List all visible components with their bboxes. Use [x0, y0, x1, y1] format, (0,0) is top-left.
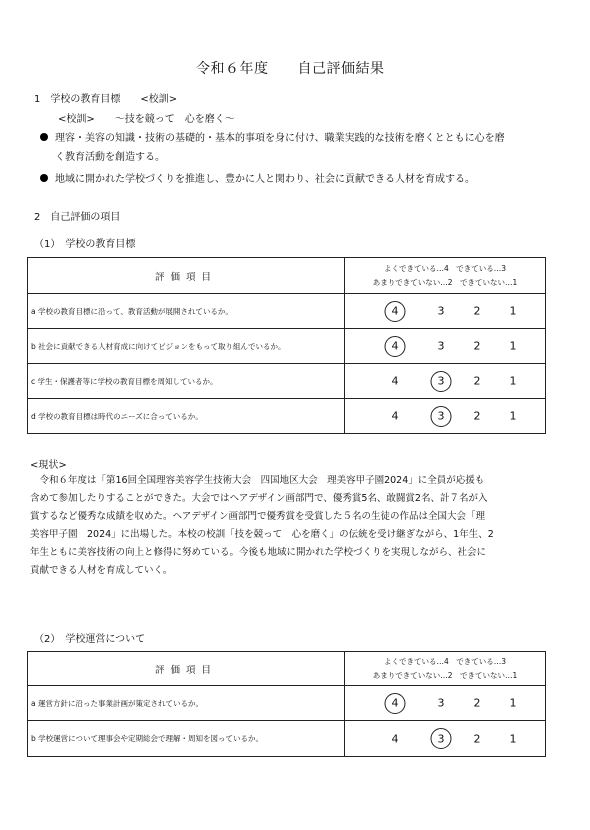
bullet-dot-icon	[40, 133, 48, 141]
score-cell	[345, 399, 546, 434]
table-row	[28, 686, 546, 721]
evaluation-table-1	[27, 257, 546, 434]
legend-line: よくできている…4 できている…3	[383, 656, 507, 666]
score-option: 3	[437, 304, 445, 318]
score-option: 2	[473, 339, 481, 353]
table-header-row	[28, 652, 546, 686]
score-option: 1	[509, 339, 517, 353]
legend-line: よくできている…4 できている…3	[383, 263, 507, 273]
goal-bullet-1-line-1: 理容・美容の知識・技術の基礎的・基本的事項を身に付け、職業実践的な技術を磨くとともに心を磨	[55, 133, 505, 144]
evaluation-item: c 学生・保護者等に学校の教育目標を周知しているか。	[28, 364, 345, 399]
score-option: 1	[509, 304, 517, 318]
score-option: 4	[391, 732, 399, 745]
column-header-item: 評価項目	[28, 652, 345, 686]
score-option: 4	[391, 374, 399, 388]
score-legend	[345, 652, 546, 686]
score-option: 4	[385, 340, 405, 353]
score-option: 3	[431, 732, 451, 745]
status-line: 賞するなど優秀な成績を収めた。ヘアデザイン画部門で優秀賞を受賞した５名の生徒の作品は全国大会「理	[30, 511, 486, 522]
evaluation-table-2	[27, 651, 546, 757]
evaluation-item: b 社会に貢献できる人材育成に向けてビジョンをもって取り組んでいるか。	[28, 329, 345, 364]
score-option: 1	[509, 409, 517, 423]
legend-line: あまりできていない…2 できていない…1	[372, 670, 518, 680]
score-option: 2	[473, 696, 481, 710]
score-option: 3	[437, 696, 445, 710]
score-option: 1	[509, 374, 517, 388]
score-cell	[345, 329, 546, 364]
score-option: 2	[473, 374, 481, 388]
score-option: 2	[473, 304, 481, 318]
legend-line: あまりできていない…2 できていない…1	[372, 277, 518, 287]
table-row	[28, 364, 546, 399]
table-header-row	[28, 258, 546, 294]
section2-heading: 2 自己評価の項目	[34, 212, 121, 223]
status-line: 年生ともに美容技術の向上と修得に努めている。今後も地域に開かれた学校づくりを実現しながら、社会に	[30, 547, 487, 558]
status-line: 令和６年度は「第16回全国理容美容学生技術大会 四国地区大会 理美容甲子園2024」に全員が応援も	[30, 475, 485, 486]
section1-heading: 1 学校の教育目標 <校訓>	[34, 94, 178, 105]
table-row	[28, 721, 546, 757]
subsection-2-heading: （2） 学校運営について	[34, 634, 146, 645]
score-option: 3	[431, 375, 451, 388]
table-row	[28, 294, 546, 329]
score-option: 1	[509, 696, 517, 710]
score-option: 3	[437, 339, 445, 353]
score-legend	[345, 258, 546, 294]
score-option: 3	[431, 410, 451, 423]
score-option: 2	[473, 732, 481, 745]
score-option: 4	[385, 305, 405, 318]
status-line: 美容甲子園 2024」に出場した。本校の校訓「技を競って 心を磨く」の伝統を受け継ぎながら、1年生、2	[30, 529, 494, 540]
goal-bullet-2: 地域に開かれた学校づくりを推進し、豊かに人と関わり、社会に貢献できる人材を育成する。	[55, 174, 475, 185]
status-heading: <現状>	[30, 460, 67, 471]
page-title: 令和６年度 自己評価結果	[196, 61, 385, 77]
score-cell	[345, 686, 546, 721]
score-option: 2	[473, 409, 481, 423]
evaluation-item: a 学校の教育目標に沿って、教育活動が展開されているか。	[28, 294, 345, 329]
score-cell	[345, 721, 546, 757]
score-option: 1	[509, 732, 517, 745]
goal-bullet-1-line-2: く教育活動を創造する。	[55, 152, 165, 163]
table-row	[28, 399, 546, 434]
bullet-dot-icon	[40, 174, 48, 182]
score-option: 4	[391, 409, 399, 423]
score-cell	[345, 364, 546, 399]
subsection-1-heading: （1） 学校の教育目標	[34, 239, 136, 250]
score-option: 4	[385, 697, 405, 710]
table-row	[28, 329, 546, 364]
evaluation-item: a 運営方針に沿った事業計画が策定されているか。	[28, 686, 345, 721]
school-motto: <校訓> 〜技を競って 心を磨く〜	[58, 114, 235, 125]
status-line: 貢献できる人材を育成していく。	[30, 565, 173, 576]
column-header-item: 評価項目	[28, 258, 345, 294]
evaluation-item: b 学校運営について理事会や定期総会で理解・周知を図っているか。	[28, 721, 345, 757]
evaluation-item: d 学校の教育目標は時代のニーズに合っているか。	[28, 399, 345, 434]
status-line: 含めて参加したりすることができた。大会ではヘアデザイン画部門で、優秀賞5名、敢闘賞2名、計７名が入	[30, 493, 488, 504]
score-cell	[345, 294, 546, 329]
